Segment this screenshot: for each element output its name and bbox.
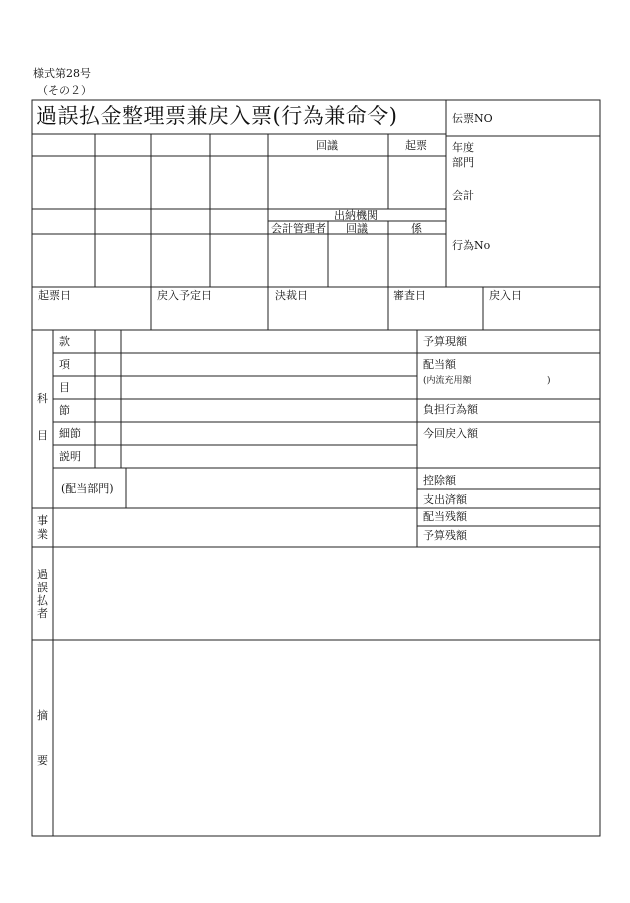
- koujo-gaku-label: 控除額: [423, 474, 456, 487]
- kamoku-row-kou: 項: [59, 358, 70, 371]
- kagobaraisha-label-1: 過: [37, 568, 48, 581]
- form-number: 様式第28号: [33, 67, 91, 80]
- kamoku-label-top: 科: [37, 392, 48, 405]
- shinsa-bi-label: 審査日: [393, 289, 426, 302]
- kihyo-label: 起票: [405, 139, 427, 152]
- shishutsu-zumi-gaku-label: 支出済額: [423, 493, 467, 506]
- kessai-bi-label: 決裁日: [275, 289, 308, 302]
- kamoku-label-bottom: 目: [37, 429, 48, 442]
- form-title: 過誤払金整理票兼戻入票(行為兼命令): [36, 104, 398, 128]
- nairyu-close: ): [547, 376, 551, 386]
- tekiyo-label-2: 要: [37, 754, 48, 767]
- kamoku-row-kan: 款: [59, 335, 70, 348]
- jigyo-label-2: 業: [37, 528, 48, 541]
- konkai-reinyu-gaku-label: 今回戻入額: [423, 427, 478, 440]
- nairyu-label: (内流充用額: [423, 376, 472, 386]
- form-sub-number: （その２）: [37, 84, 92, 97]
- kagobaraisha-label-2: 誤: [37, 581, 48, 594]
- reinyu-bi-label: 戻入日: [489, 289, 522, 302]
- kamoku-row-saisetsu: 細節: [59, 427, 81, 440]
- kaigi-label-2: 回議: [346, 222, 368, 235]
- koui-no-label: 行為No: [452, 239, 491, 252]
- kamoku-row-moku: 目: [59, 381, 70, 394]
- reinyu-yotei-bi-label: 戻入予定日: [157, 289, 212, 302]
- jigyo-label-1: 事: [37, 514, 48, 527]
- bumon-label: 部門: [452, 156, 474, 169]
- yosan-zan-gaku-label: 予算残額: [423, 529, 467, 542]
- suitou-kikan-label: 出納機関: [334, 209, 378, 222]
- futan-koui-gaku-label: 負担行為額: [423, 403, 478, 416]
- kaikei-kanrisha-label: 会計管理者: [271, 222, 326, 235]
- kakari-label: 係: [411, 222, 422, 235]
- nendo-label: 年度: [452, 141, 474, 154]
- voucher-no-label: 伝票NO: [452, 112, 493, 125]
- kagobaraisha-label-4: 者: [37, 607, 48, 620]
- kaikei-label: 会計: [452, 189, 474, 202]
- kamoku-row-setsumei: 説明: [59, 450, 81, 463]
- haito-gaku-label: 配当額: [423, 358, 456, 371]
- kagobaraisha-label-3: 払: [37, 594, 48, 607]
- kihyo-bi-label: 起票日: [38, 289, 71, 302]
- tekiyo-label-1: 摘: [37, 709, 48, 722]
- kaigi-label: 回議: [316, 139, 338, 152]
- kamoku-row-setsu: 節: [59, 404, 70, 417]
- yosan-genkaku-label: 予算現額: [423, 335, 467, 348]
- haito-zan-gaku-label: 配当残額: [423, 510, 467, 523]
- haito-bumon-label: (配当部門): [61, 482, 114, 495]
